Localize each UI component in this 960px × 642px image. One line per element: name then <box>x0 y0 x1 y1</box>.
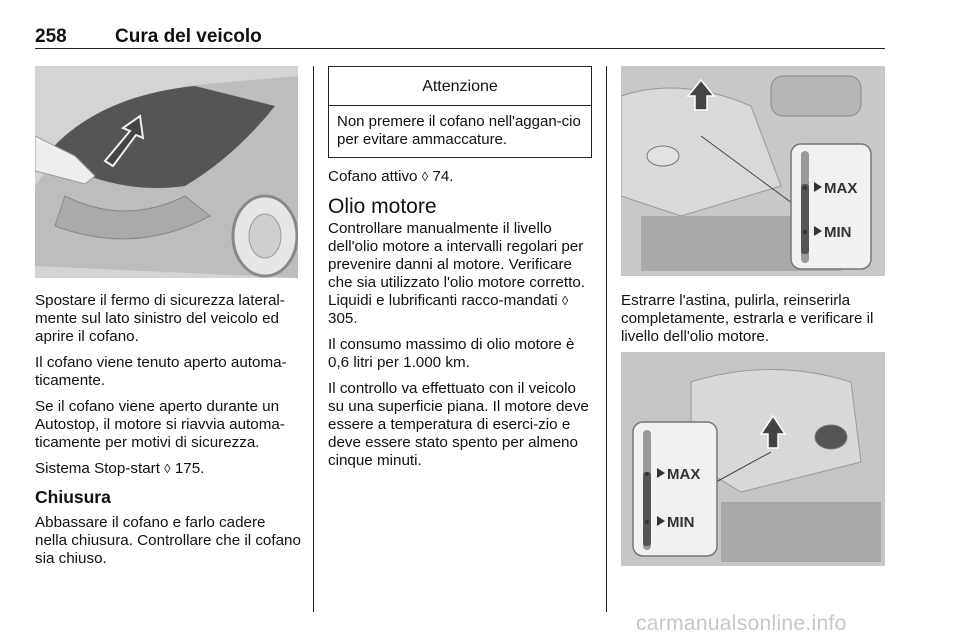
hood-illustration <box>35 66 298 278</box>
attention-box <box>328 66 592 158</box>
caption-check-dipstick: Estrarre l'astina, pulirla, reinserirla completamente, estrarla e verificare il livello dell'olio motore. <box>621 292 874 345</box>
dipstick-min-label: MIN <box>667 514 695 531</box>
paragraph-oil-consumption: Il consumo massimo di olio motore è 0,6 litri per 1.000 km. <box>328 336 575 371</box>
paragraph-autostop: Se il cofano viene aperto durante un Autostop, il motore si riavvia automa-ticamente per motivi di sicurezza. <box>35 398 285 451</box>
page-header <box>35 8 885 49</box>
column-1-text <box>35 292 301 576</box>
paragraph-active-hood <box>328 168 596 186</box>
attention-title: Attenzione <box>329 67 591 106</box>
paragraph-latch: Spostare il fermo di sicurezza lateral-mente sul lato sinistro del veicolo ed aprire il cofano. <box>35 292 285 345</box>
paragraph-auto-open: Il cofano viene tenuto aperto automa-ticamente. <box>35 354 287 389</box>
paragraph-stop-start <box>35 460 301 478</box>
engine-illustration-1 <box>621 66 885 276</box>
section-title: Cura del veicolo <box>115 26 262 47</box>
page-number: 258 <box>35 26 67 47</box>
dipstick-caption <box>621 292 889 354</box>
stop-start-ref-text: Sistema Stop-start <box>35 460 160 477</box>
active-hood-ref-text: Cofano attivo <box>328 168 418 185</box>
active-hood-ref-link[interactable]: 74. <box>432 168 454 185</box>
page-ref-icon: ◊ <box>421 169 429 184</box>
dipstick-max-label: MAX <box>667 466 701 483</box>
page-ref-icon: ◊ <box>561 293 569 308</box>
column-divider-right <box>606 66 607 612</box>
attention-body: Non premere il cofano nell'aggan-cio per evitare ammaccature. <box>337 113 581 148</box>
check-oil-text: Controllare manualmente il livello dell'olio motore a intervalli regolari per prevenire danni al motore. Verificare che sia utilizzato l'olio motore corretto. Liquidi e lubrificanti racco-mandati <box>328 220 585 309</box>
paragraph-check-oil <box>328 220 596 328</box>
engine-illustration-2 <box>621 352 885 566</box>
stop-start-ref-link[interactable]: 175. <box>174 460 205 477</box>
paragraph-check-conditions: Il controllo va effettuato con il veicolo su una superficie piana. Il motore deve essere a temperatura di eserci-zio e deve essere stato spento per almeno cinque minuti. <box>328 380 589 469</box>
column-divider-left <box>313 66 314 612</box>
dipstick-max-label: MAX <box>824 180 858 197</box>
page-ref-icon: ◊ <box>164 461 171 476</box>
subheading-chiusura: Chiusura <box>35 487 111 507</box>
fluids-ref-link[interactable]: 305. <box>328 310 358 327</box>
dipstick-min-label: MIN <box>824 224 852 241</box>
column-2-text <box>328 168 596 478</box>
paragraph-closing: Abbassare il cofano e farlo cadere nella chiusura. Controllare che il cofano sia chiuso. <box>35 514 301 567</box>
heading-engine-oil: Olio motore <box>328 195 437 218</box>
watermark: carmanualsonline.info <box>636 612 847 635</box>
